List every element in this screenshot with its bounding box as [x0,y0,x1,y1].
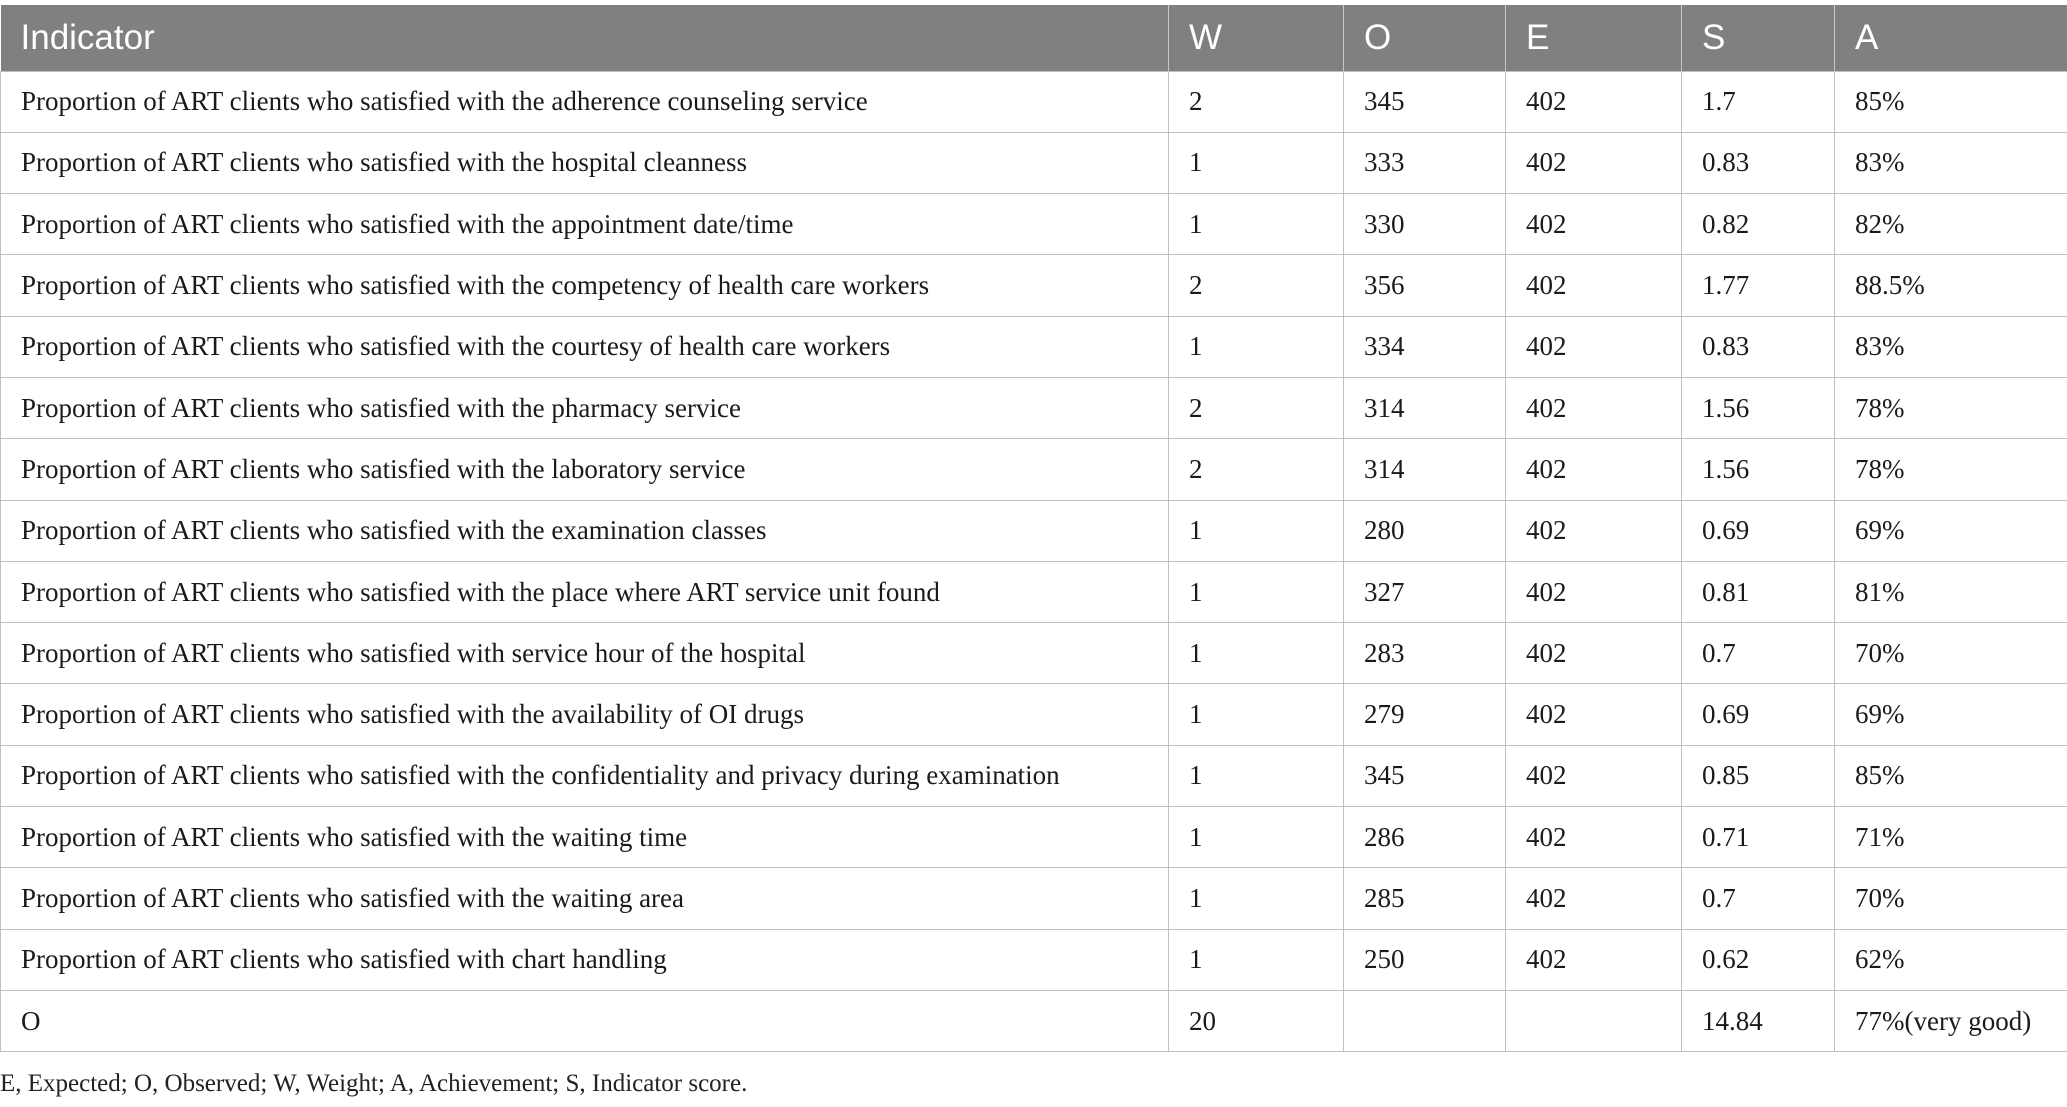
cell-indicator: Proportion of ART clients who satisfied with the place where ART service unit found [1,561,1169,622]
cell-achievement: 69% [1835,684,2067,745]
cell-achievement: 85% [1835,745,2067,806]
header-expected: E [1506,5,1682,71]
cell-expected: 402 [1506,500,1682,561]
cell-score: 0.71 [1682,807,1835,868]
cell-indicator: Proportion of ART clients who satisfied with the waiting time [1,807,1169,868]
cell-achievement: 88.5% [1835,255,2067,316]
cell-achievement: 85% [1835,71,2067,132]
cell-score: 0.83 [1682,132,1835,193]
header-score: S [1682,5,1835,71]
table-row [1,684,2067,745]
cell-observed: 280 [1344,500,1506,561]
cell-score: 1.56 [1682,377,1835,438]
cell-observed: 286 [1344,807,1506,868]
cell-observed: 250 [1344,929,1506,990]
cell-observed: 279 [1344,684,1506,745]
cell-expected: 402 [1506,316,1682,377]
cell-indicator: Proportion of ART clients who satisfied with the hospital cleanness [1,132,1169,193]
cell-observed: 314 [1344,439,1506,500]
cell-weight: 2 [1169,71,1344,132]
header-indicator: Indicator [20,17,155,57]
header-observed: O [1344,5,1506,71]
cell-weight: 20 [1169,990,1344,1051]
cell-observed: 345 [1344,71,1506,132]
cell-observed: 345 [1344,745,1506,806]
cell-weight: 1 [1169,807,1344,868]
cell-expected [1506,990,1682,1051]
cell-achievement: 81% [1835,561,2067,622]
table-row [1,316,2067,377]
header-row [1,5,2067,71]
cell-weight: 1 [1169,868,1344,929]
cell-indicator: Proportion of ART clients who satisfied with the examination classes [1,500,1169,561]
cell-indicator: Proportion of ART clients who satisfied with chart handling [1,929,1169,990]
cell-weight: 1 [1169,745,1344,806]
table-row [1,132,2067,193]
cell-expected: 402 [1506,745,1682,806]
header-achievement: A [1835,5,2067,71]
cell-indicator: Proportion of ART clients who satisfied with the laboratory service [1,439,1169,500]
table-row [1,929,2067,990]
cell-achievement: 78% [1835,439,2067,500]
table-row [1,807,2067,868]
cell-weight: 2 [1169,439,1344,500]
cell-observed: 356 [1344,255,1506,316]
cell-achievement: 77%(very good) [1835,990,2067,1051]
cell-expected: 402 [1506,71,1682,132]
cell-observed: 330 [1344,194,1506,255]
cell-indicator: Proportion of ART clients who satisfied with the pharmacy service [1,377,1169,438]
table-row [1,194,2067,255]
table-footnote: E, Expected; O, Observed; W, Weight; A, Achievement; S, Indicator score. [0,1070,748,1097]
table-body [1,71,2067,1052]
table-row [1,868,2067,929]
cell-achievement: 69% [1835,500,2067,561]
cell-weight: 1 [1169,623,1344,684]
cell-expected: 402 [1506,929,1682,990]
cell-indicator: Proportion of ART clients who satisfied with the waiting area [1,868,1169,929]
cell-achievement: 83% [1835,316,2067,377]
cell-indicator: Proportion of ART clients who satisfied with the adherence counseling service [1,71,1169,132]
cell-expected: 402 [1506,255,1682,316]
cell-weight: 1 [1169,561,1344,622]
cell-observed: 285 [1344,868,1506,929]
cell-score: 14.84 [1682,990,1835,1051]
cell-achievement: 62% [1835,929,2067,990]
cell-score: 0.69 [1682,684,1835,745]
cell-score: 0.7 [1682,623,1835,684]
table-row [1,377,2067,438]
cell-expected: 402 [1506,439,1682,500]
cell-achievement: 78% [1835,377,2067,438]
cell-score: 0.81 [1682,561,1835,622]
cell-expected: 402 [1506,377,1682,438]
data-table [0,5,2067,1052]
cell-weight: 2 [1169,255,1344,316]
cell-indicator: Proportion of ART clients who satisfied with the competency of health care workers [1,255,1169,316]
table-row [1,623,2067,684]
cell-indicator: Proportion of ART clients who satisfied with the availability of OI drugs [1,684,1169,745]
table-row [1,561,2067,622]
cell-score: 1.7 [1682,71,1835,132]
cell-expected: 402 [1506,132,1682,193]
cell-observed: 314 [1344,377,1506,438]
cell-expected: 402 [1506,561,1682,622]
total-row [1,990,2067,1051]
cell-achievement: 70% [1835,623,2067,684]
cell-score: 0.85 [1682,745,1835,806]
cell-weight: 1 [1169,929,1344,990]
cell-weight: 1 [1169,500,1344,561]
cell-score: 0.62 [1682,929,1835,990]
cell-indicator: Proportion of ART clients who satisfied with the confidentiality and privacy during examination [1,745,1169,806]
cell-weight: 1 [1169,316,1344,377]
cell-observed [1344,990,1506,1051]
table-row [1,745,2067,806]
table-row [1,439,2067,500]
cell-achievement: 70% [1835,868,2067,929]
cell-achievement: 83% [1835,132,2067,193]
cell-weight: 1 [1169,684,1344,745]
cell-expected: 402 [1506,684,1682,745]
cell-score: 0.7 [1682,868,1835,929]
cell-achievement: 71% [1835,807,2067,868]
cell-expected: 402 [1506,194,1682,255]
cell-weight: 2 [1169,377,1344,438]
cell-indicator: Proportion of ART clients who satisfied with the appointment date/time [1,194,1169,255]
cell-expected: 402 [1506,868,1682,929]
table-row [1,500,2067,561]
cell-weight: 1 [1169,132,1344,193]
cell-score: 1.56 [1682,439,1835,500]
table-row [1,71,2067,132]
cell-expected: 402 [1506,623,1682,684]
cell-indicator: Proportion of ART clients who satisfied with the courtesy of health care workers [1,316,1169,377]
table-row [1,255,2067,316]
cell-observed: 333 [1344,132,1506,193]
cell-score: 0.69 [1682,500,1835,561]
cell-indicator: O [1,990,1169,1051]
cell-score: 1.77 [1682,255,1835,316]
table-header [1,5,2067,71]
header-weight: W [1169,5,1344,71]
cell-score: 0.83 [1682,316,1835,377]
cell-observed: 283 [1344,623,1506,684]
cell-observed: 334 [1344,316,1506,377]
cell-score: 0.82 [1682,194,1835,255]
cell-observed: 327 [1344,561,1506,622]
cell-indicator: Proportion of ART clients who satisfied with service hour of the hospital [1,623,1169,684]
cell-weight: 1 [1169,194,1344,255]
cell-achievement: 82% [1835,194,2067,255]
cell-expected: 402 [1506,807,1682,868]
